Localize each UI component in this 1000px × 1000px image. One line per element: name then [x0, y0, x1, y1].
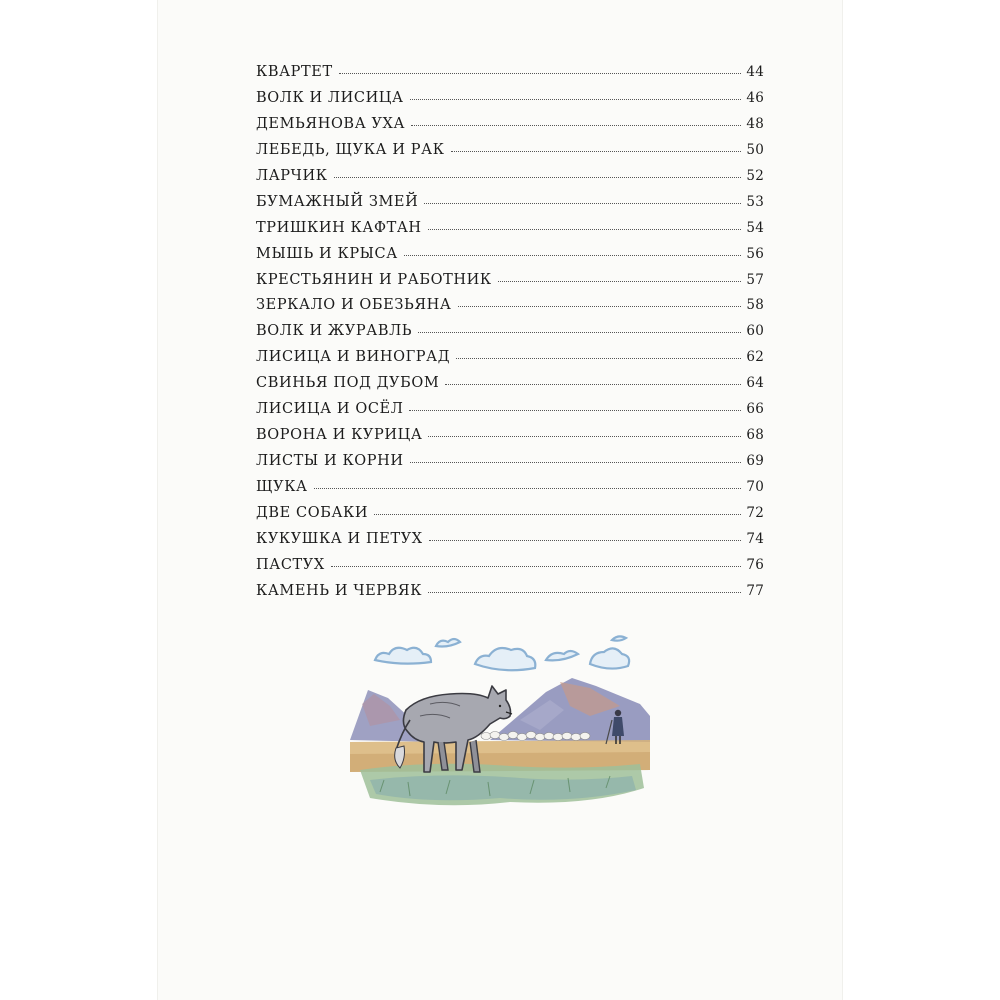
- toc-entry: [256, 583, 764, 609]
- toc-entry: [256, 220, 764, 246]
- toc-entry: [256, 246, 764, 272]
- toc-entry: [256, 375, 764, 401]
- toc-entry-page-number: 54: [746, 219, 764, 236]
- toc-entry: [256, 142, 764, 168]
- dot-leader: [409, 410, 741, 411]
- toc-entry-title: ТРИШКИН КАФТАН: [256, 219, 422, 236]
- toc-entry-page-number: 64: [746, 375, 764, 392]
- toc-entry-page-number: 69: [746, 453, 764, 470]
- dot-leader: [428, 436, 741, 437]
- toc-entry-title: ЛИСИЦА И ВИНОГРАД: [256, 349, 451, 366]
- toc-entry-page-number: 68: [746, 427, 764, 444]
- toc-entry-page-number: 46: [746, 89, 764, 106]
- toc-entry-title: ЗЕРКАЛО И ОБЕЗЬЯНА: [256, 297, 452, 314]
- dot-leader: [334, 177, 742, 178]
- dot-leader: [418, 332, 741, 333]
- dot-leader: [428, 229, 742, 230]
- toc-entry: [256, 505, 764, 531]
- toc-entry: [256, 427, 764, 453]
- toc-entry-title: КРЕСТЬЯНИН И РАБОТНИК: [256, 271, 492, 288]
- toc-entry: [256, 531, 764, 557]
- toc-entry-title: МЫШЬ И КРЫСА: [256, 245, 398, 262]
- dot-leader: [498, 281, 742, 282]
- toc-entry: [256, 557, 764, 583]
- toc-entry-title: ЛИСИЦА И ОСЁЛ: [256, 401, 404, 418]
- toc-entry-title: БУМАЖНЫЙ ЗМЕЙ: [256, 193, 419, 210]
- toc-entry-page-number: 58: [746, 297, 764, 314]
- toc-entry-title: ЩУКА: [256, 479, 308, 495]
- toc-entry-page-number: 70: [746, 479, 764, 495]
- toc-entry: [256, 194, 764, 220]
- toc-entry: [256, 168, 764, 194]
- dot-leader: [339, 73, 742, 74]
- toc-entry-title: ДЕМЬЯНОВА УХА: [256, 115, 406, 132]
- toc-entry-page-number: 60: [746, 323, 764, 340]
- dot-leader: [404, 255, 742, 256]
- toc-entry-page-number: 77: [746, 582, 764, 599]
- toc-entry: [256, 297, 764, 323]
- toc-entry-page-number: 66: [746, 401, 764, 418]
- toc-entry-title: ЛИСТЫ И КОРНИ: [256, 453, 404, 470]
- wolf-watching-flock-illustration: [350, 620, 650, 830]
- toc-entry: [256, 479, 764, 505]
- toc-entry-page-number: 72: [746, 504, 764, 521]
- toc-entry-page-number: 56: [746, 245, 764, 262]
- toc-entry-page-number: 74: [746, 530, 764, 547]
- toc-entry-page-number: 48: [746, 115, 764, 132]
- dot-leader: [331, 566, 742, 567]
- toc-entry-page-number: 50: [746, 141, 764, 158]
- grass: [360, 764, 644, 805]
- dot-leader: [374, 514, 741, 515]
- dot-leader: [424, 203, 741, 204]
- toc-entry-title: СВИНЬЯ ПОД ДУБОМ: [256, 375, 440, 392]
- dot-leader: [410, 462, 742, 463]
- toc-entry-title: КАМЕНЬ И ЧЕРВЯК: [256, 582, 423, 599]
- dot-leader: [410, 99, 742, 100]
- dot-leader: [445, 384, 741, 385]
- toc-entry-page-number: 52: [746, 167, 764, 184]
- toc-entry-page-number: 57: [746, 271, 764, 288]
- toc-entry: [256, 90, 764, 116]
- toc-entry-title: КВАРТЕТ: [256, 64, 333, 80]
- toc-entry: [256, 453, 764, 479]
- dot-leader: [458, 306, 742, 307]
- toc-entry: [256, 272, 764, 298]
- dot-leader: [314, 488, 742, 489]
- dot-leader: [429, 540, 742, 541]
- toc-entry-title: ВОРОНА И КУРИЦА: [256, 427, 423, 444]
- toc-entry-page-number: 62: [746, 349, 764, 366]
- toc-entry-title: ВОЛК И ЛИСИЦА: [256, 89, 404, 106]
- table-of-contents: [256, 64, 764, 609]
- dot-leader: [428, 592, 741, 593]
- toc-entry-title: ПАСТУХ: [256, 556, 325, 573]
- toc-entry-title: ДВЕ СОБАКИ: [256, 504, 369, 521]
- clouds: [375, 636, 629, 670]
- toc-entry: [256, 64, 764, 90]
- toc-entry: [256, 401, 764, 427]
- toc-entry-title: ЛЕБЕДЬ, ЩУКА И РАК: [256, 141, 445, 158]
- toc-entry-title: ЛАРЧИК: [256, 167, 328, 184]
- toc-entry-page-number: 44: [746, 64, 764, 80]
- toc-entry: [256, 349, 764, 375]
- toc-entry-title: ВОЛК И ЖУРАВЛЬ: [256, 323, 413, 340]
- dot-leader: [456, 358, 741, 359]
- dot-leader: [451, 151, 742, 152]
- toc-entry-page-number: 76: [746, 556, 764, 573]
- toc-entry: [256, 116, 764, 142]
- toc-entry-title: КУКУШКА И ПЕТУХ: [256, 530, 423, 547]
- toc-entry-page-number: 53: [746, 193, 764, 210]
- dot-leader: [411, 125, 741, 126]
- toc-entry: [256, 323, 764, 349]
